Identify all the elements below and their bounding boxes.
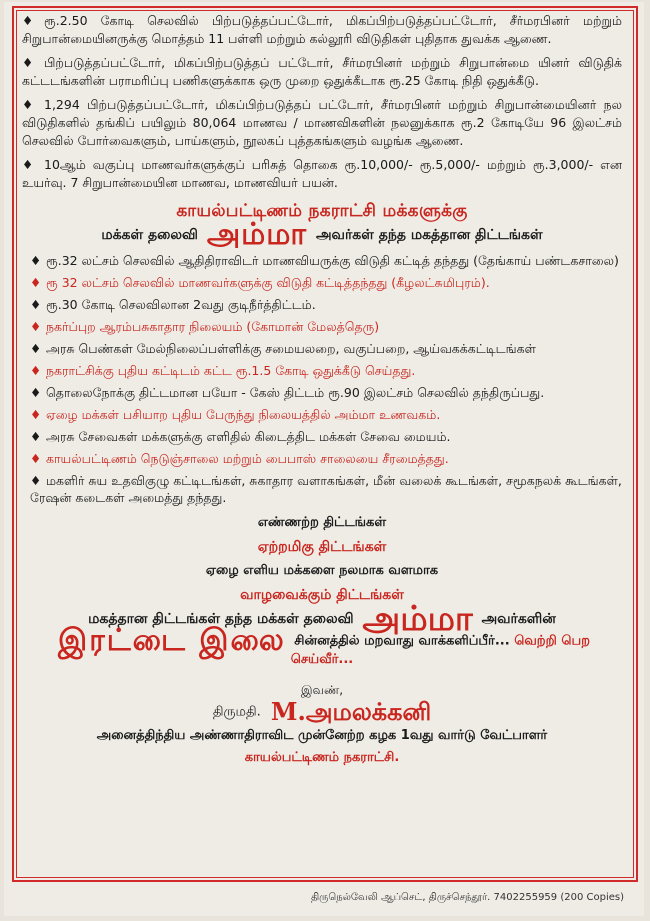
candidate-name-line: திருமதி. M.அமலக்கனி: [212, 696, 432, 726]
scheme-list: [30, 252, 622, 506]
diamond-bullet-icon: ♦: [22, 55, 34, 70]
amma-credit-line: மகத்தான திட்டங்கள் தந்த மக்கள் தலைவி அம்மா அவர்களின்: [88, 599, 556, 639]
closing-line-2: ஏற்றமிகு திட்டங்கள்: [257, 539, 387, 555]
intro-paragraphs: [22, 12, 622, 192]
diamond-bullet-icon: ♦: [22, 13, 34, 28]
printer-credit: திருநெல்வேலி ஆப்செட், திருச்செந்தூர். 7402255959 (200 Copies): [310, 892, 624, 903]
diamond-bullet-icon: ♦: [30, 297, 42, 312]
amma-logo-text: அம்மா: [362, 599, 473, 639]
scheme-item: ♦ நகர்ப்புற ஆரம்பசுகாதார நிலையம் (கோமான் மேலத்தெரு): [30, 319, 380, 334]
vote-appeal-line: இரட்டை இலை சின்னத்தில் மறவாது வாக்களிப்பீர்... வெற்றி பெற செய்வீர்...: [22, 632, 622, 669]
candidate-designation: அனைத்திந்திய அண்ணாதிராவிட முன்னேற்ற கழக 1வது வார்டு வேட்பாளர்: [96, 728, 548, 743]
diamond-bullet-icon: ♦: [30, 253, 42, 268]
diamond-bullet-icon: ♦: [30, 319, 42, 334]
diamond-bullet-icon: ♦: [30, 407, 42, 422]
intro-para: ♦ 1,294 பிற்படுத்தப்பட்டோர், மிகப்பிற்படுத்தப் பட்டோர், சீர்மரபினர் மற்றும் சிறுபான்மையினர் நல விடுதிகளில் தங்கிப் பயிலும் 80,064 மாணவ / மாணவிகளின் நலனுக்காக ரூ.2 கோடியே 96 இலட்சம் செலவில் போர்வைகளும், பாய்களும், நூலகப் புத்தகங்களும் வழங்க ஆணை.: [22, 97, 622, 148]
municipality-name: காயல்பட்டிணம் நகராட்சி.: [244, 750, 400, 765]
section-heading: காயல்பட்டிணம் நகராட்சி மக்களுக்கு: [176, 201, 468, 221]
diamond-bullet-icon: ♦: [22, 157, 34, 172]
diamond-bullet-icon: ♦: [30, 363, 42, 378]
scheme-item: ♦ அரசு பெண்கள் மேல்நிலைப்பள்ளிக்கு சமையலறை, வகுப்பறை, ஆய்வகக்கட்டிடங்கள்: [30, 341, 536, 356]
diamond-bullet-icon: ♦: [30, 275, 42, 290]
diamond-bullet-icon: ♦: [30, 385, 42, 400]
amma-schemes-title: மக்கள் தலைவி அம்மா அவர்கள் தந்த மகத்தான திட்டங்கள்: [101, 217, 543, 252]
scheme-item: ♦ அரசு சேவைகள் மக்களுக்கு எளிதில் கிடைத்திட மக்கள் சேவை மையம்.: [30, 429, 451, 444]
signature-ivan: இவண்,: [300, 682, 344, 697]
diamond-bullet-icon: ♦: [30, 429, 42, 444]
intro-para: ♦ பிற்படுத்தப்பட்டோர், மிகப்பிற்படுத்தப் பட்டோர், சீர்மரபினர் மற்றும் சிறுபான்மை யினர் விடுதிக் கட்டடங்களின் பராமரிப்பு பணிகளுக்காக ஒரு முறை ஒதுக்கீடாக ரூ.25 கோடி நிதி ஒதுக்கீடு.: [22, 55, 622, 88]
closing-line-3: ஏழை எளிய மக்களை நலமாக வளமாக: [205, 563, 439, 578]
amma-logo-text: அம்மா: [206, 217, 308, 252]
intro-para: ♦ ரூ.2.50 கோடி செலவில் பிற்படுத்தப்பட்டோர், மிகப்பிற்படுத்தப்பட்டோர், சீர்மரபினர் மற்றும் சிறுபான்மையினருக்கு மொத்தம் 11 பள்ளி மற்றும் கல்லூரி விடுதிகள் புதிதாக துவக்க ஆணை.: [22, 13, 622, 46]
two-leaves-symbol-text: இரட்டை இலை: [58, 623, 286, 658]
diamond-bullet-icon: ♦: [30, 451, 42, 466]
scheme-item: ♦ தொலைநோக்கு திட்டமான பயோ - கேஸ் திட்டம் ரூ.90 இலட்சம் செலவில் தந்திருப்பது.: [30, 385, 545, 400]
closing-line-4: வாழவைக்கும் திட்டங்கள்: [240, 587, 404, 603]
diamond-bullet-icon: ♦: [22, 97, 34, 112]
candidate-name: M.அமலக்கனி: [270, 696, 432, 726]
diamond-bullet-icon: ♦: [30, 473, 42, 488]
scheme-item: ♦ காயல்பட்டிணம் நெடுஞ்சாலை மற்றும் பைபாஸ் சாலையை சீரமைத்தது.: [30, 451, 449, 466]
poster-content: [22, 12, 622, 771]
scheme-item: ♦ ரூ 32 லட்சம் செலவில் மாணவர்களுக்கு விடுதி கட்டித்தந்தது (கீழலட்சுமிபுரம்).: [30, 275, 490, 290]
scheme-item: ♦ மகளிர் சுய உதவிகுழு கட்டிடங்கள், சுகாதார வளாகங்கள், மீன் வலைக் கூடங்கள், சமூகநலக் கூடங்கள், ரேஷன் கடைகள் அமைத்து தந்தது.: [30, 473, 622, 505]
scheme-item: ♦ ஏழை மக்கள் பசியாற புதிய பேருந்து நிலையத்தில் அம்மா உணவகம்.: [30, 407, 441, 422]
diamond-bullet-icon: ♦: [30, 341, 42, 356]
poster-sheet: [4, 2, 644, 916]
intro-para: ♦ 10ஆம் வகுப்பு மாணவர்களுக்குப் பரிசுத் தொகை ரூ.10,000/- ரூ.5,000/- மற்றும் ரூ.3,000/- என உயர்வு. 7 சிறுபான்மையின மாணவ, மாணவியர் பயன்.: [22, 157, 622, 190]
scheme-item: ♦ நகராட்சிக்கு புதிய கட்டிடம் கட்ட ரூ.1.5 கோடி ஒதுக்கீடு செய்தது.: [30, 363, 416, 378]
closing-line-1: எண்ணற்ற திட்டங்கள்: [257, 515, 387, 530]
scheme-item: ♦ ரூ.32 லட்சம் செலவில் ஆதிதிராவிடர் மாணவியருக்கு விடுதி கட்டித் தந்தது (தேங்காய் பண்டகசாலை): [30, 253, 619, 268]
scheme-item: ♦ ரூ.30 கோடி செலவிலான 2வது குடிநீர்த்திட்டம்.: [30, 297, 316, 312]
